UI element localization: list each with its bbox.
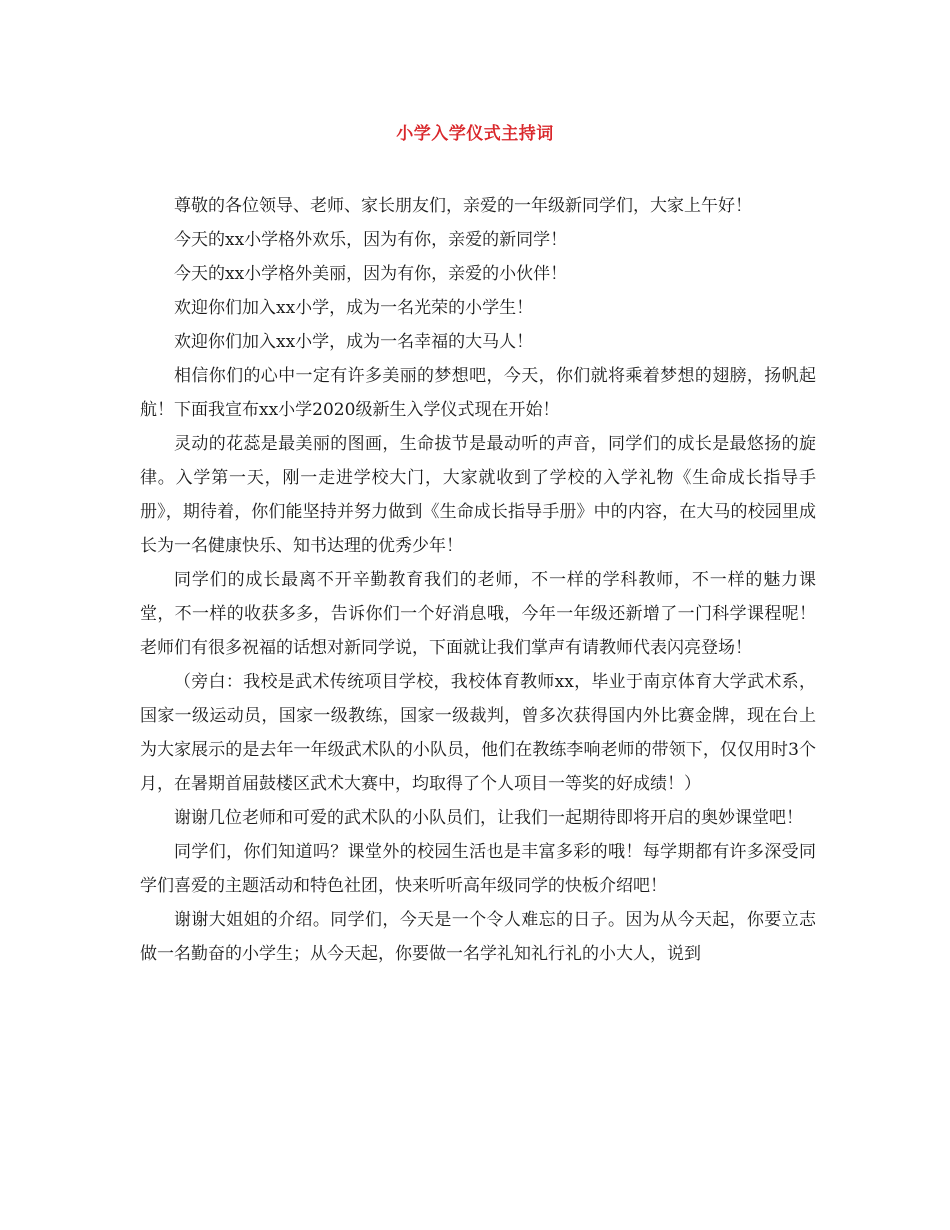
paragraph-dreams-opening: 相信你们的心中一定有许多美丽的梦想吧，今天，你们就将乘着梦想的翅膀，扬帆起航！下面我宣布xx小学2020级新生入学仪式现在开始！ (140, 366, 816, 420)
document-body (140, 189, 816, 971)
paragraph-beautiful: 今天的xx小学格外美丽，因为有你，亲爱的小伙伴！ (174, 264, 568, 284)
paragraph-joyful: 今天的xx小学格外欢乐，因为有你，亲爱的新同学！ (174, 230, 568, 250)
paragraph-welcome-student: 欢迎你们加入xx小学，成为一名光荣的小学生！ (174, 298, 534, 318)
paragraph-campus-life: 同学们，你们知道吗？课堂外的校园生活也是丰富多彩的哦！每学期都有许多深受同学们喜爱的主题活动和特色社团，快来听听高年级同学的快板介绍吧！ (140, 842, 816, 896)
paragraph-teachers: 同学们的成长最离不开辛勤教育我们的老师，不一样的学科教师，不一样的魅力课堂，不一样的收获多多，告诉你们一个好消息哦，今年一年级还新增了一门科学课程呢！老师们有很多祝福的话想对新同学说，下面就让我们掌声有请教师代表闪亮登场！ (140, 570, 816, 658)
paragraph-welcome-daman: 欢迎你们加入xx小学，成为一名幸福的大马人！ (174, 332, 534, 352)
paragraph-narration-martial-arts: （旁白：我校是武术传统项目学校，我校体育教师xx，毕业于南京体育大学武术系，国家一级运动员，国家一级教练，国家一级裁判，曾多次获得国内外比赛金牌，现在台上为大家展示的是去年一年级武术队的小队员，他们在教练李响老师的带领下，仅仅用时3个月，在暑期首届鼓楼区武术大赛中，均取得了个人项目一等奖的好成绩！） (140, 672, 816, 794)
paragraph-greeting: 尊敬的各位领导、老师、家长朋友们，亲爱的一年级新同学们，大家上午好！ (174, 196, 752, 216)
paragraph-thanks-team: 谢谢几位老师和可爱的武术队的小队员们，让我们一起期待即将开启的奥妙课堂吧！ (174, 808, 803, 828)
document-title: 小学入学仪式主持词 (396, 124, 554, 144)
paragraph-thanks-sister: 谢谢大姐姐的介绍。同学们，今天是一个令人难忘的日子。因为从今天起，你要立志做一名勤奋的小学生；从今天起，你要做一名学礼知礼行礼的小大人，说到 (140, 910, 816, 964)
paragraph-growth-handbook: 灵动的花蕊是最美丽的图画，生命拔节是最动听的声音，同学们的成长是最悠扬的旋律。入学第一天，刚一走进学校大门，大家就收到了学校的入学礼物《生命成长指导手册》，期待着，你们能坚持并努力做到《生命成长指导手册》中的内容，在大马的校园里成长为一名健康快乐、知书达理的优秀少年！ (140, 434, 816, 556)
